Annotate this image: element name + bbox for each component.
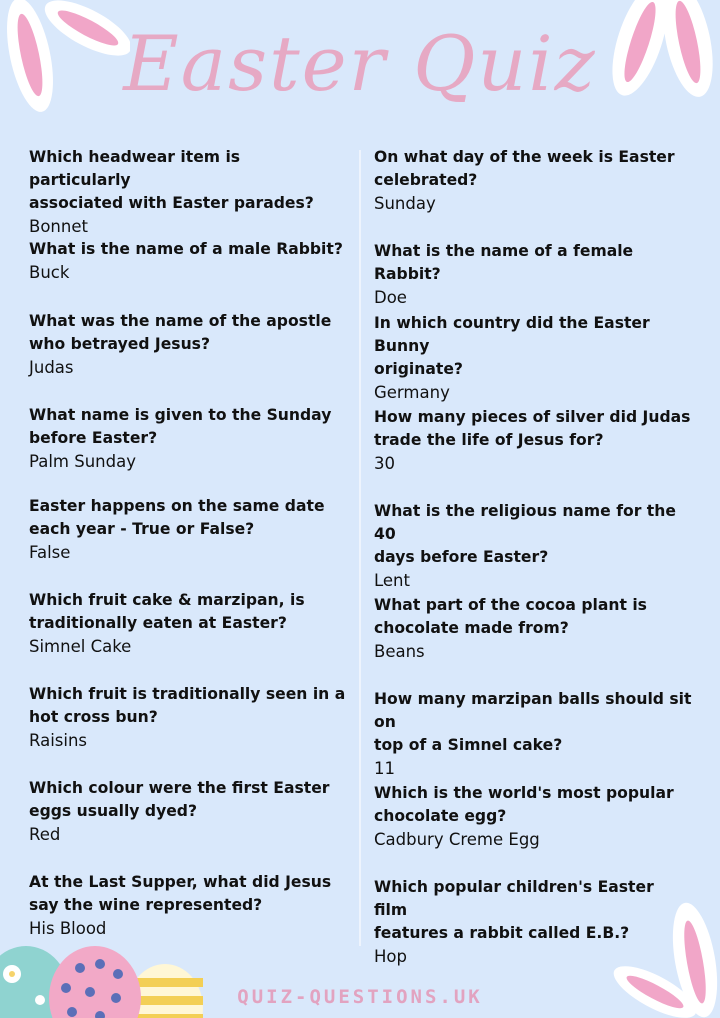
answer: Bonnet [29, 217, 88, 236]
answer: Red [29, 825, 61, 844]
answer: His Blood [29, 919, 107, 938]
question: What part of the cocoa plant is chocolate made from? [374, 596, 647, 637]
answer: Beans [374, 642, 425, 661]
quiz-item [374, 876, 692, 969]
quiz-item [29, 495, 347, 565]
quiz-item [29, 683, 347, 753]
quiz-item [29, 871, 347, 941]
answer: Cadbury Creme Egg [374, 830, 540, 849]
question: Which fruit is traditionally seen in a hot cross bun? [29, 685, 346, 726]
question: What was the name of the apostle who betrayed Jesus? [29, 312, 332, 353]
column-divider [359, 150, 361, 946]
answer: Simnel Cake [29, 637, 132, 656]
quiz-item [374, 688, 692, 781]
question: Which fruit cake & marzipan, is traditionally eaten at Easter? [29, 591, 305, 632]
quiz-item [374, 500, 692, 593]
question: What is the name of a male Rabbit? [29, 240, 343, 258]
answer: Raisins [29, 731, 88, 750]
answer: Palm Sunday [29, 452, 136, 471]
quiz-item [374, 240, 692, 310]
quiz-item [29, 589, 347, 659]
quiz-item [29, 146, 347, 239]
footer-website: QUIZ-QUESTIONS.UK [237, 986, 483, 1008]
quiz-item [374, 312, 692, 405]
quiz-item [29, 777, 347, 847]
quiz-item [374, 406, 692, 476]
question: Which popular children's Easter film features a rabbit called E.B.? [374, 878, 654, 942]
answer: Buck [29, 263, 70, 282]
quiz-item [29, 310, 347, 380]
question: How many marzipan balls should sit on top of a Simnel cake? [374, 690, 692, 754]
answer: Sunday [374, 194, 436, 213]
quiz-item [374, 594, 692, 664]
answer: Doe [374, 288, 407, 307]
page-title: Easter Quiz [123, 19, 597, 108]
question: How many pieces of silver did Judas trade the life of Jesus for? [374, 408, 691, 449]
answer: Judas [29, 358, 74, 377]
answer: 11 [374, 759, 395, 778]
quiz-item [374, 146, 692, 216]
question: At the Last Supper, what did Jesus say the wine represented? [29, 873, 332, 914]
question: Easter happens on the same date each year - True or False? [29, 497, 325, 538]
question: What is the religious name for the 40 days before Easter? [374, 502, 676, 566]
quiz-item [374, 782, 692, 852]
answer: 30 [374, 454, 395, 473]
question: On what day of the week is Easter celebrated? [374, 148, 675, 189]
answer: Lent [374, 571, 410, 590]
question: What name is given to the Sunday before Easter? [29, 406, 332, 447]
quiz-item [29, 404, 347, 474]
question: Which is the world's most popular chocolate egg? [374, 784, 674, 825]
question: Which colour were the first Easter eggs usually dyed? [29, 779, 330, 820]
answer: Hop [374, 947, 407, 966]
question: Which headwear item is particularly associated with Easter parades? [29, 148, 314, 212]
answer: Germany [374, 383, 450, 402]
quiz-item [29, 238, 347, 285]
answer: False [29, 543, 71, 562]
question: What is the name of a female Rabbit? [374, 242, 634, 283]
question: In which country did the Easter Bunny originate? [374, 314, 650, 378]
